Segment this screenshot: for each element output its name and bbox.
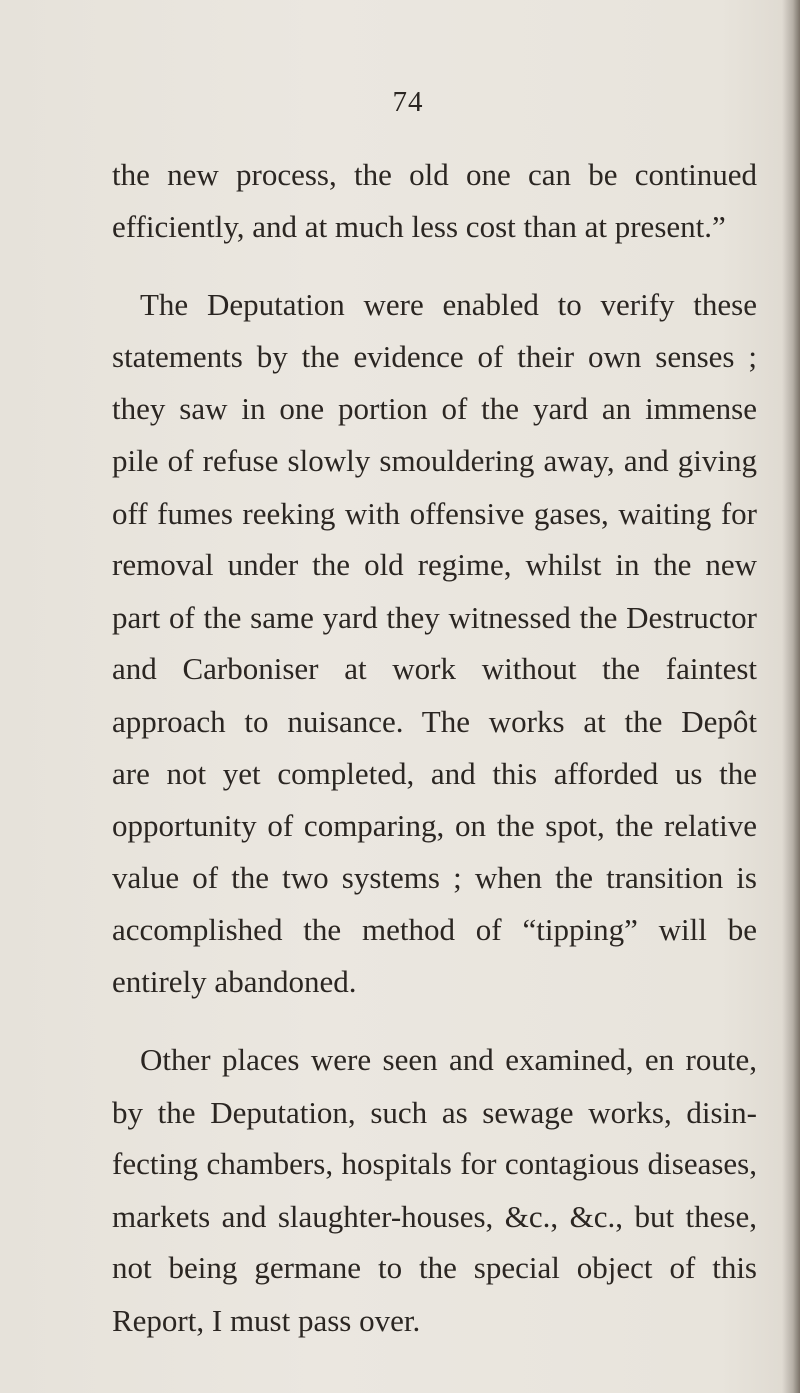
text-line: Report, I must pass over. [112, 1303, 421, 1338]
text-line: accomplished the method of “tipping” will be [112, 912, 757, 947]
text-line: efficiently, and at much less cost than at present.” [112, 209, 726, 244]
text-line: The Deputation were enabled to verify these [140, 287, 757, 322]
text-line: part of the same yard they witnessed the Destructor [112, 600, 757, 635]
text-line: entirely abandoned. [112, 964, 357, 999]
text-line: removal under the old regime, whilst in the new [112, 547, 757, 582]
text-line: value of the two systems ; when the transition is [112, 860, 757, 895]
text-line: and Carboniser at work without the faintest [112, 651, 757, 686]
text-line: they saw in one portion of the yard an immense [112, 391, 757, 426]
text-line: opportunity of comparing, on the spot, the relative [112, 808, 757, 843]
text-line: not being germane to the special object of this [112, 1250, 757, 1285]
page-number: 74 [392, 86, 424, 118]
text-line: statements by the evidence of their own senses ; [112, 339, 757, 374]
text-line: pile of refuse slowly smouldering away, and giving [112, 443, 757, 478]
text-line: off fumes reeking with offensive gases, waiting for [112, 496, 757, 531]
text-line: are not yet completed, and this afforded us the [112, 756, 757, 791]
text-line: approach to nuisance. The works at the Depôt [112, 704, 757, 739]
text-line: fecting chambers, hospitals for contagious diseases, [112, 1146, 757, 1181]
text-line: markets and slaughter-houses, &c., &c., but these, [112, 1199, 757, 1234]
text-line: by the Deputation, such as sewage works, disin- [112, 1095, 757, 1130]
page-edge-shadow [782, 0, 800, 1393]
text-line: the new process, the old one can be continued [112, 157, 757, 192]
text-line: Other places were seen and examined, en route, [140, 1042, 757, 1077]
